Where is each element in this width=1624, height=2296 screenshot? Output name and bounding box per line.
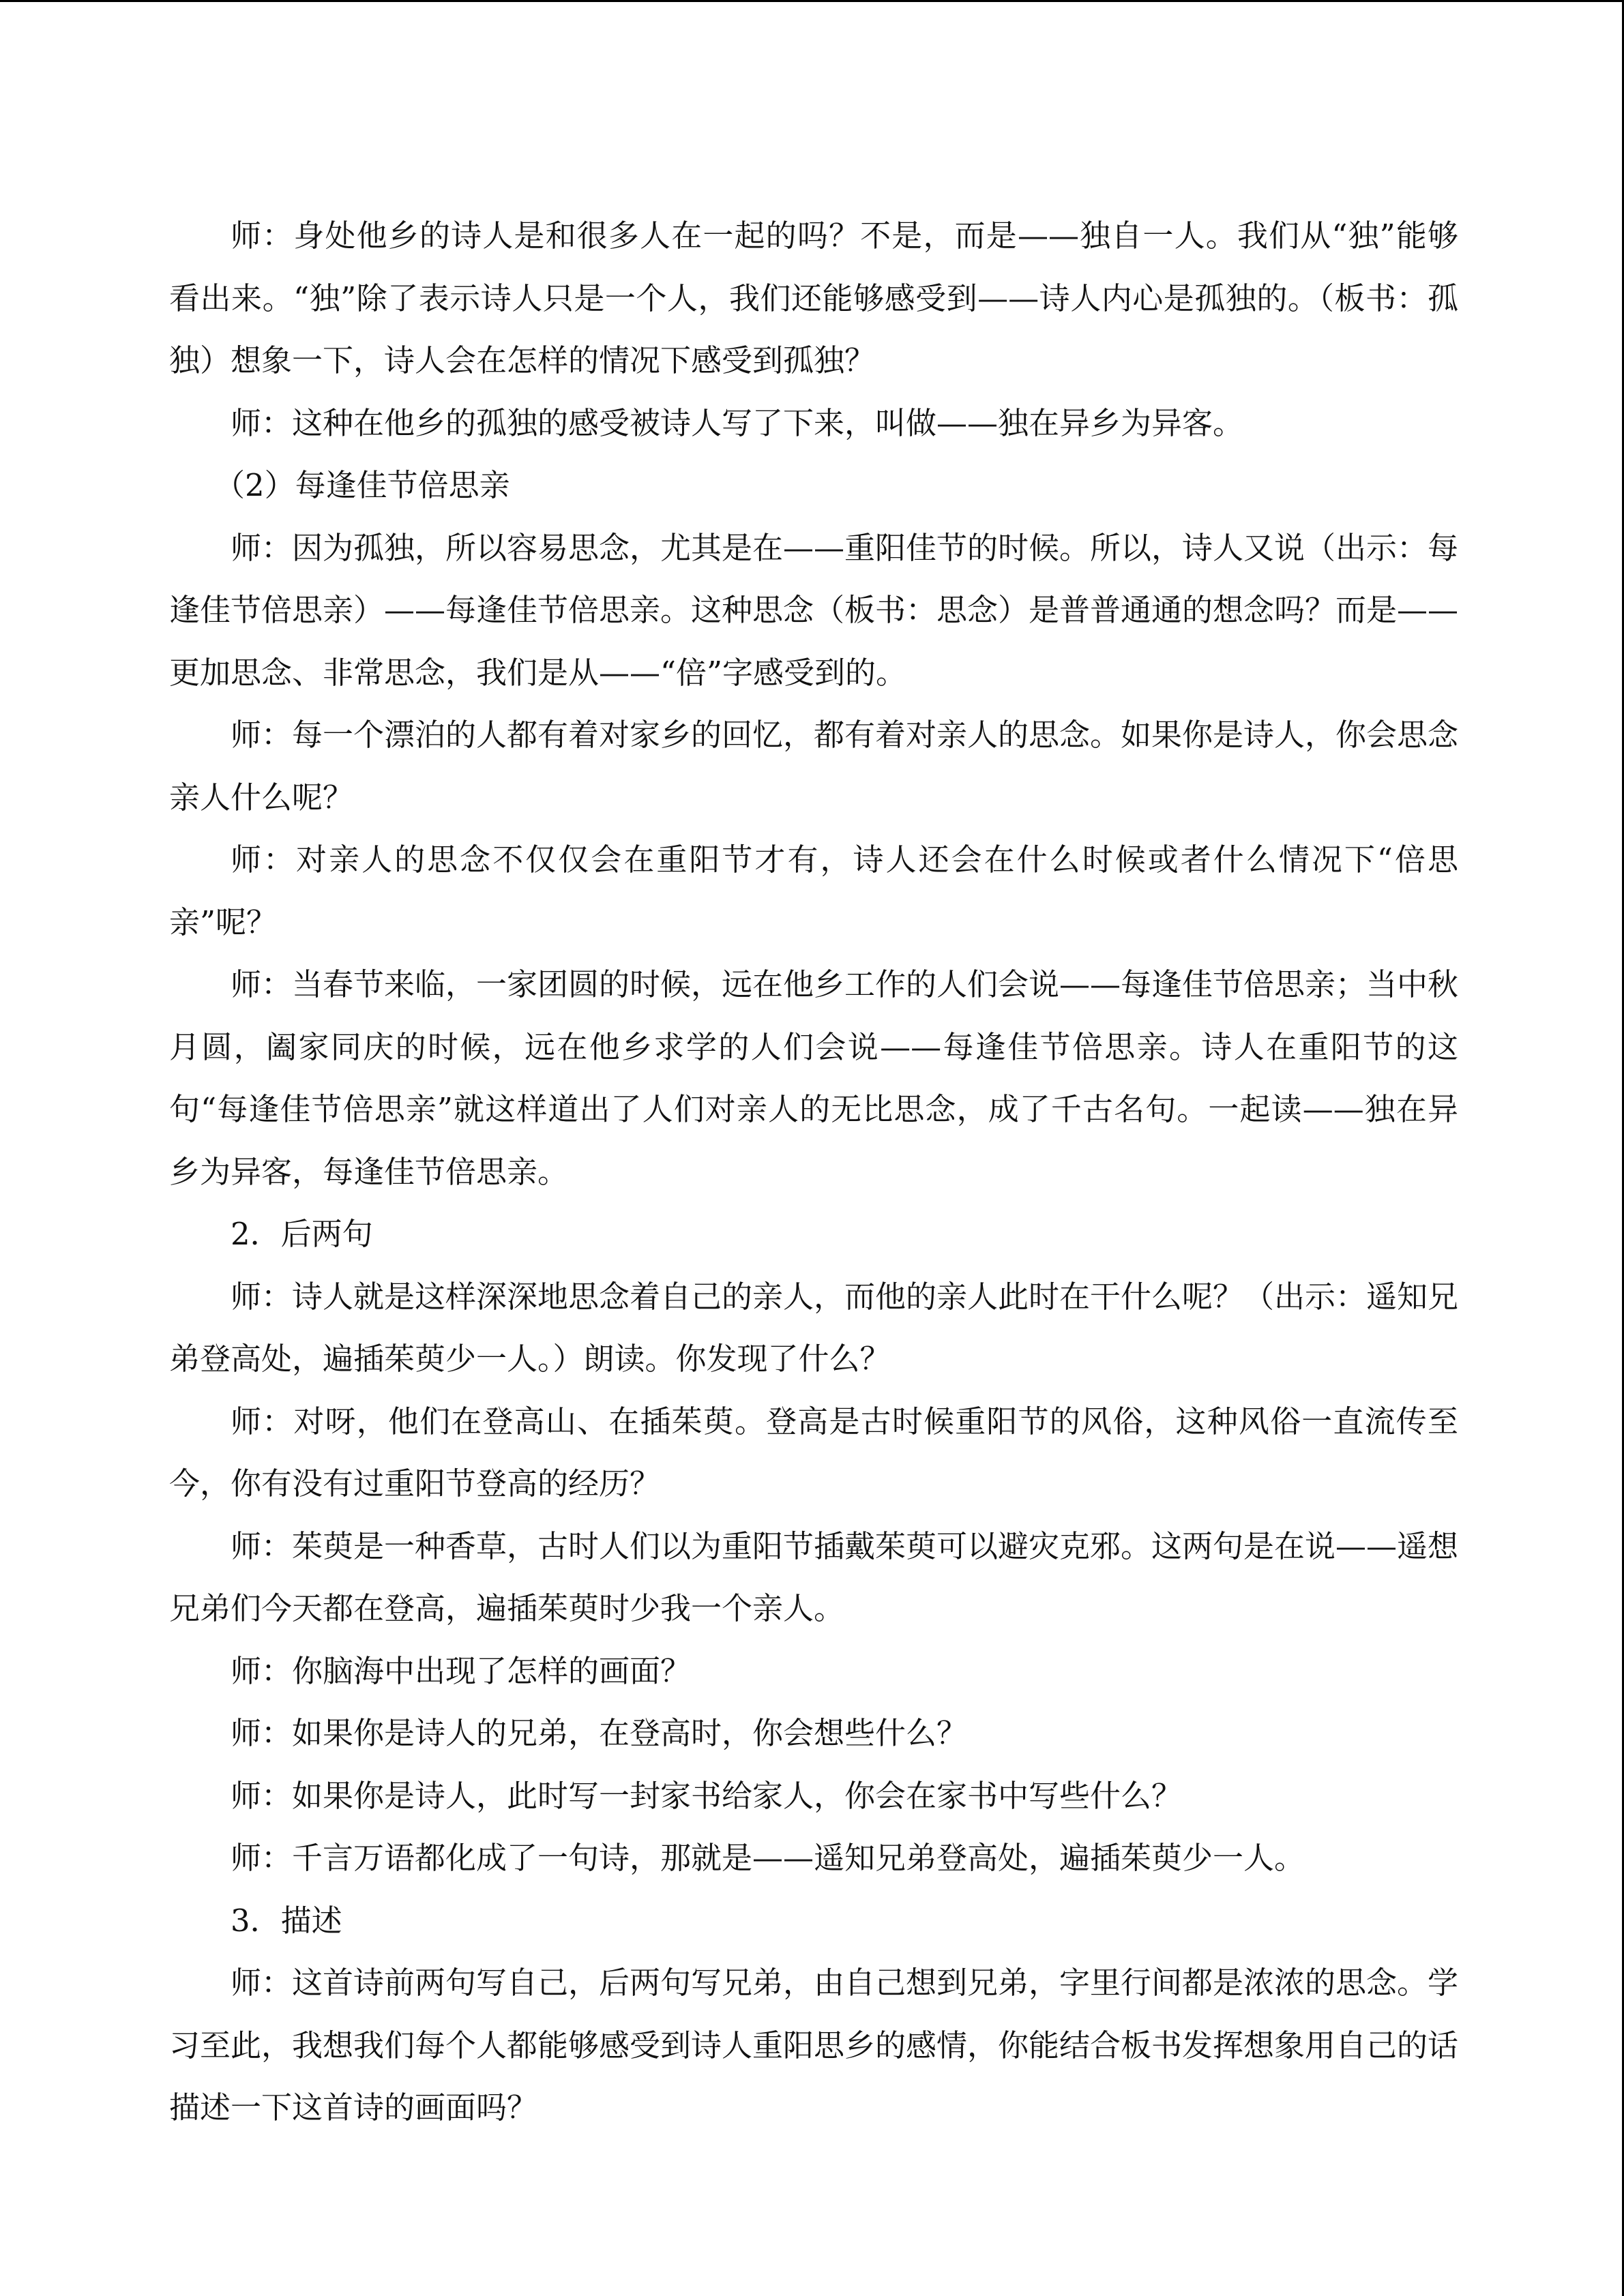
paragraph-loneliness: 师：身处他乡的诗人是和很多人在一起的吗？不是，而是——独自一人。我们从“独”能够看出来。“独”除了表示诗人只是一个人，我们还能够感受到——诗人内心是孤独的。（板书：孤独）想象一下，诗人会在怎样的情况下感受到孤独？ (169, 218, 1458, 378)
subheading-second-line: （2）每逢佳节倍思亲 (214, 467, 510, 503)
paragraph-festivals: 师：当春节来临，一家团圆的时候，远在他乡工作的人们会说——每逢佳节倍思亲；当中秋月圆，阖家同庆的时候，远在他乡求学的人们会说——每逢佳节倍思亲。诗人在重阳节的这句“每逢佳节倍思亲”就这样道出了人们对亲人的无比思念，成了千古名句。一起读——独在异乡为异客，每逢佳节倍思亲。 (169, 966, 1459, 1190)
paragraph-when-miss: 师：对亲人的思念不仅仅会在重阳节才有，诗人还会在什么时候或者什么情况下“倍思亲”呢？ (169, 841, 1458, 940)
paragraph-wanderer: 师：每一个漂泊的人都有着对家乡的回忆，都有着对亲人的思念。如果你是诗人，你会思念亲人什么呢？ (169, 717, 1459, 816)
section-heading-describe: 3．描述 (231, 1902, 342, 1939)
paragraph-missing: 师：因为孤独，所以容易思念，尤其是在——重阳佳节的时候。所以，诗人又说（出示：每逢佳节倍思亲）——每逢佳节倍思亲。这种思念（板书：思念）是普普通通的想念吗？而是——更加思念、非常思念，我们是从——“倍”字感受到的。 (169, 529, 1459, 691)
paragraph-describe: 师：这首诗前两句写自己，后两句写兄弟，由自己想到兄弟，字里行间都是浓浓的思念。学习至此，我想我们每个人都能够感受到诗人重阳思乡的感情，你能结合板书发挥想象用自己的话描述一下这首诗的画面吗？ (169, 1965, 1459, 2126)
section-heading-last-two-lines: 2．后两句 (231, 1216, 373, 1252)
paragraph-imagery: 师：你脑海中出现了怎样的画面？ (231, 1652, 692, 1689)
document-body (169, 205, 1458, 2139)
paragraph-letter: 师：如果你是诗人，此时写一封家书给家人，你会在家书中写些什么？ (231, 1777, 1183, 1814)
paragraph-poem-line: 师：千言万语都化成了一句诗，那就是——遥知兄弟登高处，遍插茱萸少一人。 (231, 1840, 1305, 1876)
paragraph-zhuyu: 师：茱萸是一种香草，古时人们以为重阳节插戴茱萸可以避灾克邪。这两句是在说——遥想兄弟们今天都在登高，遍插茱萸时少我一个亲人。 (169, 1527, 1459, 1626)
paragraph-brother: 师：如果你是诗人的兄弟，在登高时，你会想些什么？ (231, 1715, 968, 1751)
page-border-top (0, 0, 1624, 2)
paragraph-relatives: 师：诗人就是这样深深地思念着自己的亲人，而他的亲人此时在干什么呢？（出示：遥知兄弟登高处，遍插茱萸少一人。）朗读。你发现了什么？ (169, 1278, 1459, 1377)
paragraph-custom: 师：对呀，他们在登高山、在插茱萸。登高是古时候重阳节的风俗，这种风俗一直流传至今，你有没有过重阳节登高的经历？ (169, 1403, 1458, 1502)
paragraph-first-line: 师：这种在他乡的孤独的感受被诗人写了下来，叫做——独在异乡为异客。 (231, 404, 1244, 441)
